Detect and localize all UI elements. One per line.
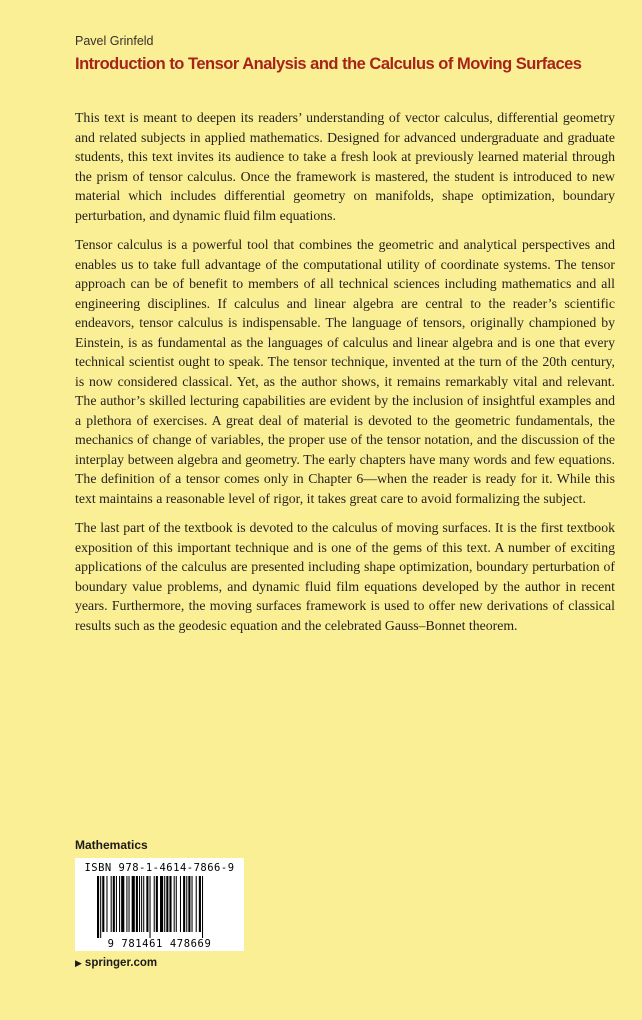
publisher-link-label: springer.com (84, 957, 158, 969)
barcode-bar (111, 876, 112, 932)
barcode-bar (183, 876, 185, 932)
barcode-bar (186, 876, 187, 932)
barcode-bar (113, 876, 115, 932)
barcode-bar (143, 876, 144, 932)
barcode-bar (196, 876, 197, 932)
barcode-bar (164, 876, 165, 932)
barcode-bar (126, 876, 127, 932)
barcode-bar (116, 876, 117, 932)
back-cover-blurb (75, 108, 615, 645)
barcode-bar (129, 876, 130, 932)
barcode-bar (136, 876, 138, 932)
barcode-bar (132, 876, 135, 932)
blurb-paragraph-1: This text is meant to deepen its readers’ understanding of vector calculus, differential geometry and related subjects in applied mathematics. Designed for advanced undergraduate and graduate students, this text invites its audience to take a fresh look at previously learned material through the prism of tensor calculus. Once the framework is mastered, the student is introduced to new material which includes differential geometry on manifolds, shape optimization, boundary perturbation, and dynamic fluid film equations. (75, 110, 615, 223)
barcode-bar (146, 876, 148, 932)
barcode-bar (174, 876, 175, 932)
barcode-bar (156, 876, 158, 932)
barcode-bar (102, 876, 104, 932)
blurb-paragraph-3: The last part of the textbook is devoted to the calculus of moving surfaces. It is the first textbook exposition of this important technique and is one of the gems of this text. A number of exciting applications of the calculus are presented including shape optimization, boundary perturbation of boundary value problems, and dynamic fluid film equations developed by the author in recent years. Furthermore, the moving surfaces framework is used to offer new derivations of classical results such as the geodesic equation and the celebrated Gauss–Bonnet theorem. (75, 520, 615, 633)
barcode-bar (180, 876, 181, 932)
isbn-barcode (75, 858, 244, 951)
barcode-bar (121, 876, 124, 932)
barcode-bar (192, 876, 193, 932)
barcode-bar (199, 876, 201, 932)
blurb-paragraph-2: Tensor calculus is a powerful tool that combines the geometric and analytical perspectives and enables us to take full advantage of the computational utility of coordinate systems. The tensor approach can be of benefit to members of all technical sciences including mathematics and all engineering disciplines. If calculus and linear algebra are central to the reader’s scientific endeavors, tensor calculus is indispensable. The language of tensors, originally championed by Einstein, is as fundamental as the languages of calculus and linear algebra and is one that every technical scientist ought to speak. The tensor technique, invented at the turn of the 20th century, is now considered classical. Yet, as the author shows, it remains remarkably vital and relevant. The author’s skilled lecturing capabilities are evident by the inclusion of insightful examples and a plethora of exercises. A great deal of material is devoted to the geometric fundamentals, the mechanics of change of variables, the proper use of the tensor notation, and the discussion of the interplay between algebra and geometry. The early chapters have many words and few equations. The definition of a tensor comes only in Chapter 6—when the reader is ready for it. While this text maintains a reasonable level of rigor, it takes great care to avoid formalizing the subject. (75, 237, 615, 506)
barcode-bar (160, 876, 163, 932)
barcode-digits: 9 781461 478669 (107, 938, 212, 950)
barcode-bar (188, 876, 190, 932)
barcode-bar (100, 876, 101, 938)
isbn-label: ISBN 978-1-4614-7866-9 (84, 862, 235, 874)
barcode-bar (176, 876, 177, 932)
barcode-bar (139, 876, 140, 932)
subject-category: Mathematics (75, 838, 148, 852)
author-name: Pavel Grinfeld (75, 34, 154, 48)
arrow-right-icon: ▶ (75, 958, 82, 968)
barcode-bar (119, 876, 120, 932)
barcode-bar (166, 876, 168, 932)
barcode-graphic (75, 858, 244, 951)
barcode-bar (169, 876, 171, 932)
publisher-link[interactable] (75, 957, 157, 969)
book-title: Introduction to Tensor Analysis and the Calculus of Moving Surfaces (75, 55, 582, 73)
barcode-bar (150, 876, 151, 938)
barcode-bar (141, 876, 142, 932)
barcode-bar (154, 876, 155, 932)
barcode-bar (202, 876, 203, 938)
barcode-bar (97, 876, 99, 938)
barcode-bar (106, 876, 107, 932)
